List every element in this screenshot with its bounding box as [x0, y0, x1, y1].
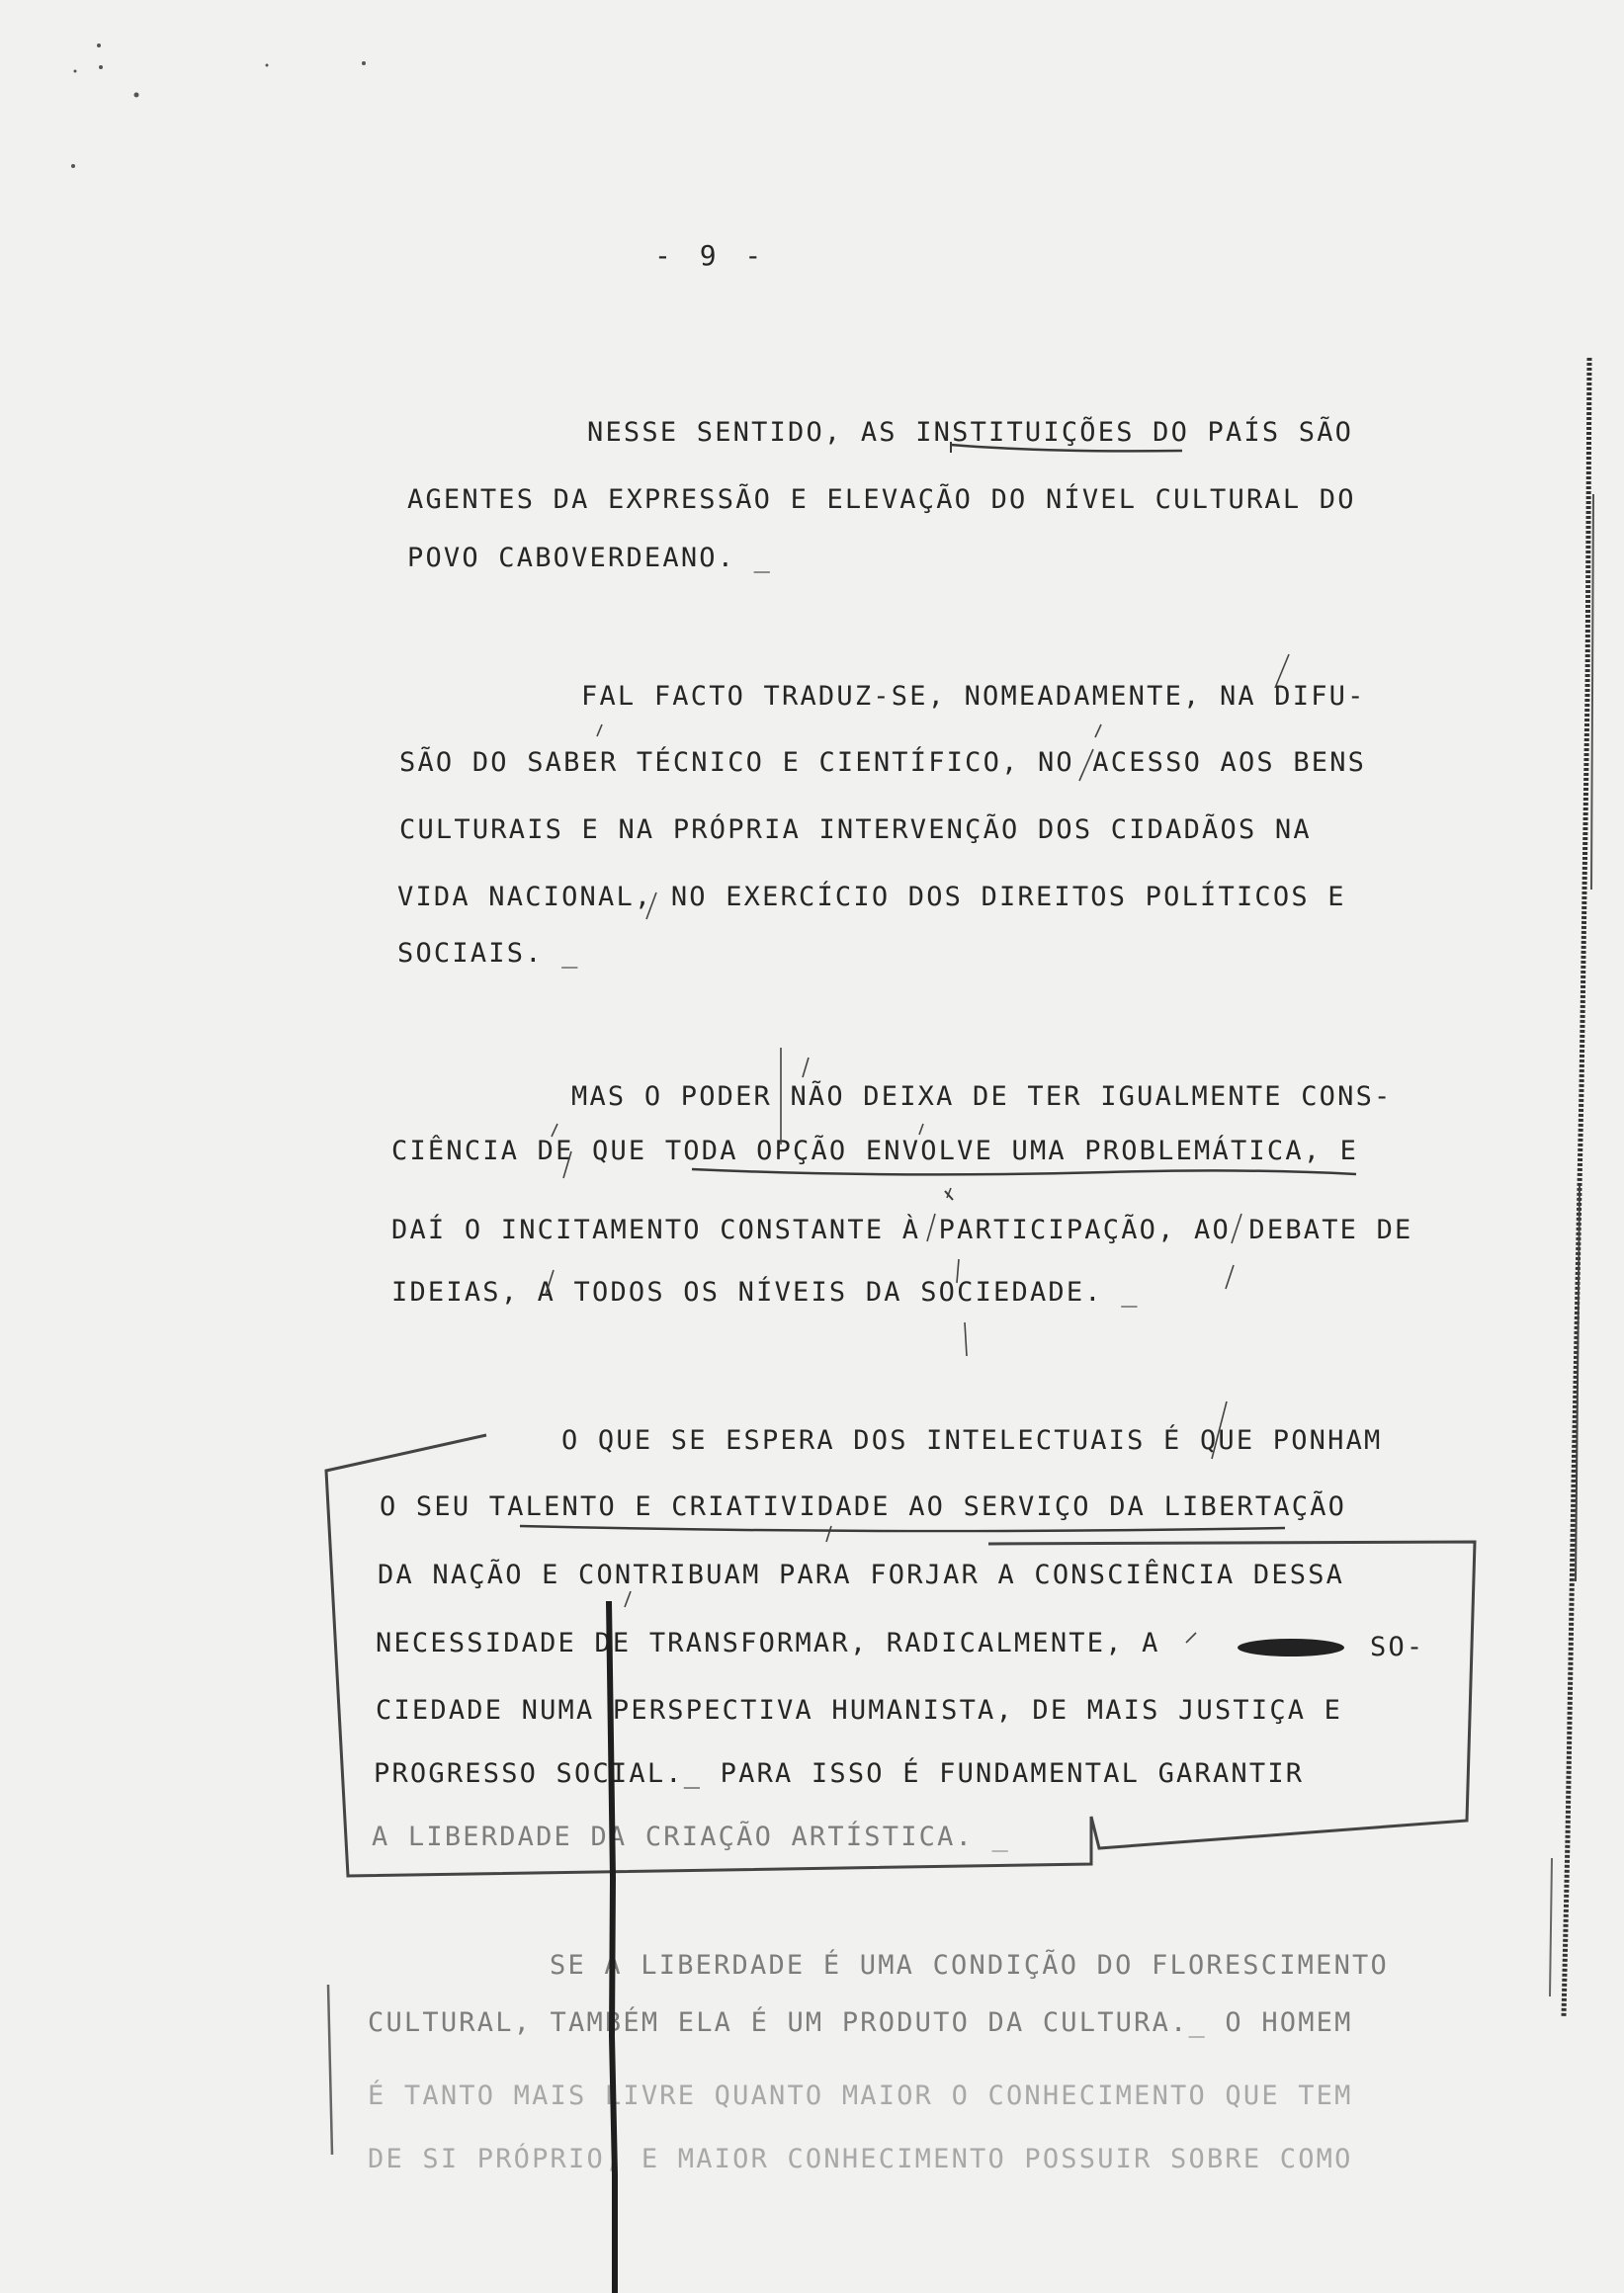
scan-specks	[71, 43, 366, 168]
paragraph-3-line-3: DAÍ O INCITAMENTO CONSTANTE À PARTICIPAÇÃO, AO DEBATE DE	[391, 1215, 1413, 1245]
paragraph-2-line-3: CULTURAIS E NA PRÓPRIA INTERVENÇÃO DOS CIDADÃOS NA	[399, 814, 1312, 845]
paragraph-1-line-2: AGENTES DA EXPRESSÃO E ELEVAÇÃO DO NÍVEL CULTURAL DO	[407, 484, 1356, 515]
paragraph-5-line-3: É TANTO MAIS LIVRE QUANTO MAIOR O CONHECIMENTO QUE TEM	[368, 2081, 1353, 2111]
page-number: - 9 -	[654, 239, 768, 272]
paragraph-5-line-2: CULTURAL, TAMBÉM ELA É UM PRODUTO DA CULTURA._ O HOMEM	[368, 2007, 1353, 2038]
paragraph-2-line-2: SÃO DO SABER TÉCNICO E CIENTÍFICO, NO ACESSO AOS BENS	[399, 747, 1367, 778]
paragraph-4-line-5: CIEDADE NUMA PERSPECTIVA HUMANISTA, DE MAIS JUSTIÇA E	[376, 1695, 1343, 1726]
paragraph-3-line-1: MAS O PODER NÃO DEIXA DE TER IGUALMENTE CONS-	[571, 1081, 1393, 1112]
paragraph-4-line-2: O SEU TALENTO E CRIATIVIDADE AO SERVIÇO DA LIBERTAÇÃO	[380, 1491, 1347, 1522]
paragraph-4-line-4: NECESSIDADE DE TRANSFORMAR, RADICALMENTE, A	[376, 1628, 1160, 1658]
paragraph-4-line-4-end: SO-	[1370, 1632, 1425, 1662]
paragraph-2-line-5: SOCIAIS. _	[397, 938, 580, 969]
accent-mark	[945, 1191, 953, 1200]
paragraph-2-line-4: VIDA NACIONAL, NO EXERCÍCIO DOS DIREITOS POLÍTICOS E	[397, 882, 1346, 912]
margin-bracket	[328, 1985, 332, 2155]
paragraph-4-line-1: O QUE SE ESPERA DOS INTELECTUAIS É QUE PONHAM	[561, 1425, 1383, 1456]
paragraph-2-line-1: FAL FACTO TRADUZ-SE, NOMEADAMENTE, NA DIFU-	[581, 681, 1366, 712]
paragraph-4-line-3: DA NAÇÃO E CONTRIBUAM PARA FORJAR A CONSCIÊNCIA DESSA	[378, 1560, 1345, 1590]
underline-toda-opcao	[692, 1169, 1356, 1174]
paragraph-5-line-1: SE A LIBERDADE É UMA CONDIÇÃO DO FLORESCIMENTO	[550, 1950, 1389, 1981]
paragraph-5-line-4: DE SI PRÓPRIO, E MAIOR CONHECIMENTO POSSUIR SOBRE COMO	[368, 2144, 1353, 2174]
paragraph-3-line-2: CIÊNCIA DE QUE TODA OPÇÃO ENVOLVE UMA PROBLEMÁTICA, E	[391, 1136, 1359, 1166]
paragraph-1-line-3: POVO CABOVERDEANO. _	[407, 543, 773, 573]
right-scan-edge	[1550, 358, 1593, 2016]
redaction-mark	[1238, 1639, 1344, 1656]
paragraph-3-line-4: IDEIAS, A TODOS OS NÍVEIS DA SOCIEDADE. _	[391, 1277, 1140, 1308]
paragraph-4-line-6: PROGRESSO SOCIAL._ PARA ISSO É FUNDAMENTAL GARANTIR	[374, 1758, 1305, 1789]
paragraph-1-line-1: NESSE SENTIDO, AS INSTITUIÇÕES DO PAÍS SÃO	[587, 417, 1354, 448]
underline-talento	[520, 1526, 1285, 1531]
paragraph-4-line-7: A LIBERDADE DA CRIAÇÃO ARTÍSTICA. _	[372, 1822, 1010, 1852]
